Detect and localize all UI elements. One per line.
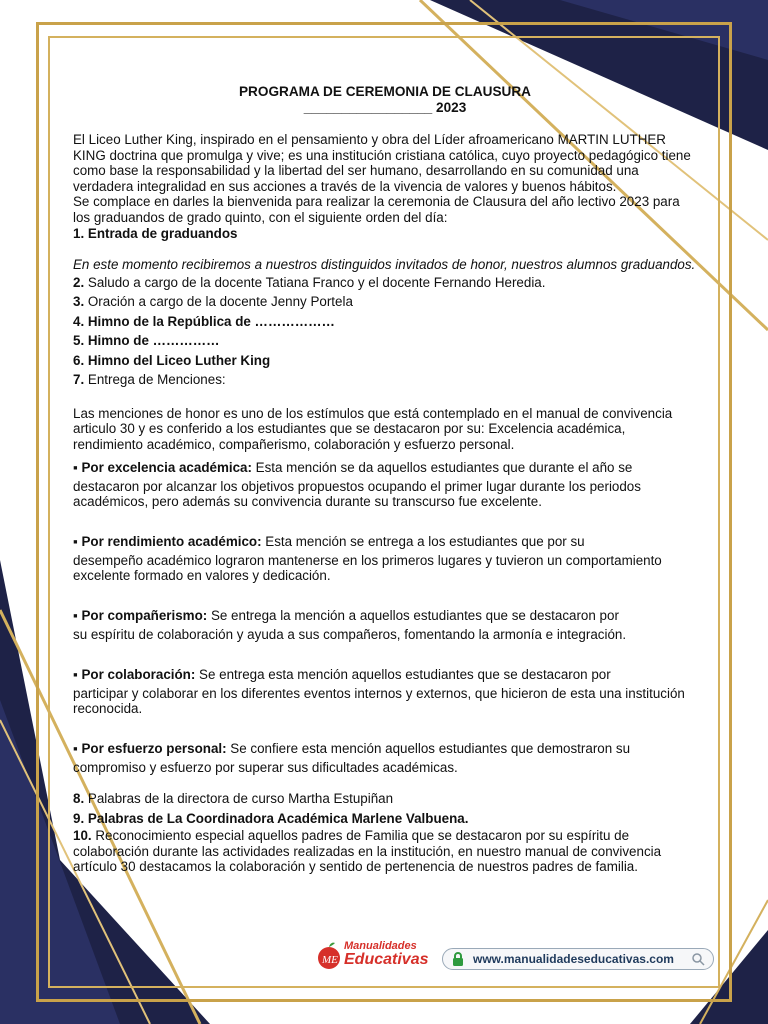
agenda-item-3: 3. Oración a cargo de la docente Jenny Portela <box>73 294 353 310</box>
mention-esfuerzo: ▪ Por esfuerzo personal: Se confiere esta mención aquellos estudiantes que demostraron su compromiso y esfuerzo por superar sus dificultades académicas. <box>73 740 631 775</box>
welcome-paragraph: Se complace en darles la bienvenida para realizar la ceremonia de Clausura del año lectivo 2023 para los graduandos de grado quinto, con el siguiente orden del día: <box>73 194 680 225</box>
agenda-item-5: 5. Himno de …………… <box>73 333 220 349</box>
mention-excelencia: ▪ Por excelencia académica: Esta mención se da aquellos estudiantes que durante el año se destacaron por alcanzar los objetivos propuestos ocupando el primer lugar durante los periodos académicos, pero además su convivencia durante su transcurso fue excelente. <box>73 459 641 510</box>
agenda-item-4: 4. Himno de la República de ……………… <box>73 313 335 329</box>
agenda-item-10: 10. Reconocimiento especial aquellos padres de Familia que se destacaron por su espíritu de colaboración durante las actividades realizadas en la institución, en nuestro manual de convivencia artículo 30 destacamos la colaboración y sentido de pertenencia de nuestros padres de familia. <box>73 828 662 875</box>
agenda-item-2: 2. Saludo a cargo de la docente Tatiana Franco y el docente Fernando Heredia. <box>73 274 546 290</box>
agenda-item-7: 7. Entrega de Menciones: <box>73 372 226 388</box>
agenda-item-8: 8. Palabras de la directora de curso Martha Estupiñan <box>73 791 394 807</box>
agenda-item-1-note: En este momento recibiremos a nuestros distinguidos invitados de honor, nuestros alumnos graduandos. <box>73 257 696 273</box>
document-title: PROGRAMA DE CEREMONIA DE CLAUSURA <box>238 84 532 99</box>
lock-icon <box>451 952 465 967</box>
agenda-item-9: 9. Palabras de La Coordinadora Académica Marlene Valbuena. <box>73 810 469 826</box>
agenda-item-6: 6. Himno del Liceo Luther King <box>73 352 271 368</box>
website-url[interactable]: www.manualidadeseducativas.com <box>473 952 674 966</box>
magnifier-icon <box>692 953 705 966</box>
intro-paragraph: El Liceo Luther King, inspirado en el pensamiento y obra del Líder afroamericano MARTIN LUTHER KING doctrina que promulga y vive; es una institución cristiana católica, cuyo proyecto pedagógico tiene como base la responsabilidad y la libertad del ser humano, desarrollando en su comunidad una verdadera integralidad en sus acciones a través de la vivencia de valores y buenos hábitos. <box>73 132 691 194</box>
menciones-intro: Las menciones de honor es uno de los estímulos que está contemplado en el manual de convivencia articulo 30 y es conferido a los estudiantes que se destacaron por su: Excelencia académica, rendimiento académico, compañerismo, colaboración y esfuerzo personal. <box>73 405 673 452</box>
agenda-item-1: 1. Entrada de graduandos <box>73 225 238 241</box>
apple-logo-icon <box>314 942 344 970</box>
mention-companerismo: ▪ Por compañerismo: Se entrega la mención a aquellos estudiantes que se destacaron por su espíritu de colaboración y ayuda a sus compañeros, fomentando la armonía e integración. <box>73 607 627 642</box>
year-line: _________________ 2023 <box>303 100 467 115</box>
document-body <box>73 84 697 875</box>
mention-colaboracion: ▪ Por colaboración: Se entrega esta mención aquellos estudiantes que se destacaron por participar y colaborar en los diferentes eventos internos y externos, que hicieron de esta una institución reconocida. <box>73 666 685 717</box>
svg-text:ME: ME <box>322 954 338 966</box>
footer-branding <box>314 938 718 974</box>
brand-logo-text: Manualidades Educativas <box>344 940 429 968</box>
mention-rendimiento: ▪ Por rendimiento académico: Esta mención se entrega a los estudiantes que por su desempeño académico lograron mantenerse en los primeros lugares y tuvieron un comportamiento excelente formado en valores y dedicación. <box>73 533 662 584</box>
website-url-bar[interactable] <box>442 948 714 970</box>
